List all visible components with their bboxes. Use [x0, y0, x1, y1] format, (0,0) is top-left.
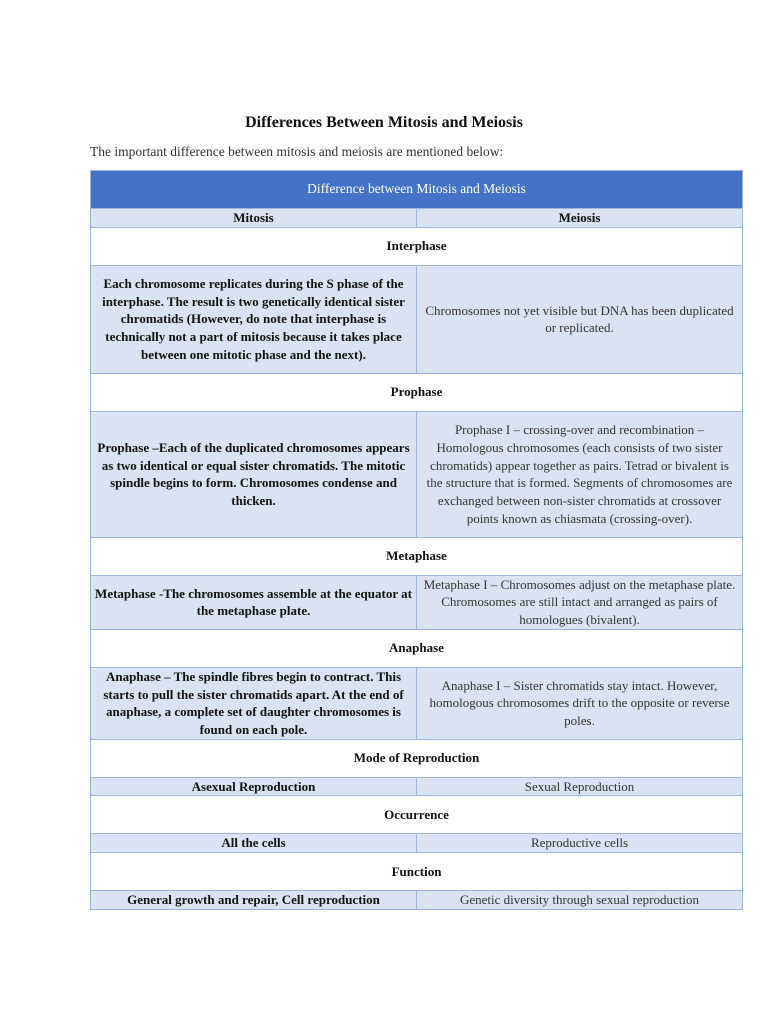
meiosis-cell: Chromosomes not yet visible but DNA has been duplicated or replicated.	[417, 265, 743, 373]
table-row-metaphase	[91, 575, 743, 629]
column-header-row	[91, 209, 743, 228]
section-heading: Anaphase	[91, 629, 743, 667]
table-row-function	[91, 891, 743, 910]
section-row-anaphase	[91, 629, 743, 667]
table-row-anaphase	[91, 667, 743, 739]
meiosis-cell: Reproductive cells	[417, 834, 743, 853]
section-row-occurrence	[91, 796, 743, 834]
mitosis-cell: General growth and repair, Cell reproduction	[91, 891, 417, 910]
section-row-interphase	[91, 227, 743, 265]
intro-text: The important difference between mitosis and meiosis are mentioned below:	[90, 144, 504, 159]
meiosis-cell: Metaphase I – Chromosomes adjust on the metaphase plate. Chromosomes are still intact and arranged as pairs of homologues (bivalent).	[417, 575, 743, 629]
mitosis-cell: Asexual Reproduction	[91, 777, 417, 796]
meiosis-cell: Anaphase I – Sister chromatids stay intact. However, homologous chromosomes drift to the opposite or reverse poles.	[417, 667, 743, 739]
section-heading: Interphase	[91, 227, 743, 265]
table-header-row	[91, 171, 743, 209]
comparison-table	[90, 170, 743, 910]
table-row-occurrence	[91, 834, 743, 853]
column-header-mitosis: Mitosis	[91, 209, 417, 228]
section-row-metaphase	[91, 537, 743, 575]
section-row-function	[91, 853, 743, 891]
section-heading: Occurrence	[91, 796, 743, 834]
table-row-prophase	[91, 411, 743, 537]
section-heading: Mode of Reproduction	[91, 739, 743, 777]
section-heading: Metaphase	[91, 537, 743, 575]
mitosis-cell: All the cells	[91, 834, 417, 853]
mitosis-cell: Prophase –Each of the duplicated chromosomes appears as two identical or equal sister chromatids. The mitotic spindle begins to form. Chromosomes condense and thicken.	[91, 411, 417, 537]
page-title: Differences Between Mitosis and Meiosis	[245, 114, 523, 131]
section-row-prophase	[91, 373, 743, 411]
meiosis-cell: Sexual Reproduction	[417, 777, 743, 796]
table-row-mode-of-reproduction	[91, 777, 743, 796]
table-row-interphase	[91, 265, 743, 373]
mitosis-cell: Anaphase – The spindle fibres begin to contract. This starts to pull the sister chromatids apart. At the end of anaphase, a complete set of daughter chromosomes is found on each pole.	[91, 667, 417, 739]
section-row-mode-of-reproduction	[91, 739, 743, 777]
section-heading: Prophase	[91, 373, 743, 411]
meiosis-cell: Prophase I – crossing-over and recombination – Homologous chromosomes (each consists of two sister chromatids) appear together as pairs. Tetrad or bivalent is the structure that is formed. Segments of chromosomes are exchanged between non-sister chromatids at crossover points known as chiasmata (crossing-over).	[417, 411, 743, 537]
mitosis-cell: Metaphase -The chromosomes assemble at the equator at the metaphase plate.	[91, 575, 417, 629]
meiosis-cell: Genetic diversity through sexual reproduction	[417, 891, 743, 910]
column-header-meiosis: Meiosis	[417, 209, 743, 228]
table-header: Difference between Mitosis and Meiosis	[91, 171, 743, 209]
mitosis-cell: Each chromosome replicates during the S phase of the interphase. The result is two genetically identical sister chromatids (However, do note that interphase is technically not a part of mitosis because it takes place between one mitotic phase and the next).	[91, 265, 417, 373]
section-heading: Function	[91, 853, 743, 891]
